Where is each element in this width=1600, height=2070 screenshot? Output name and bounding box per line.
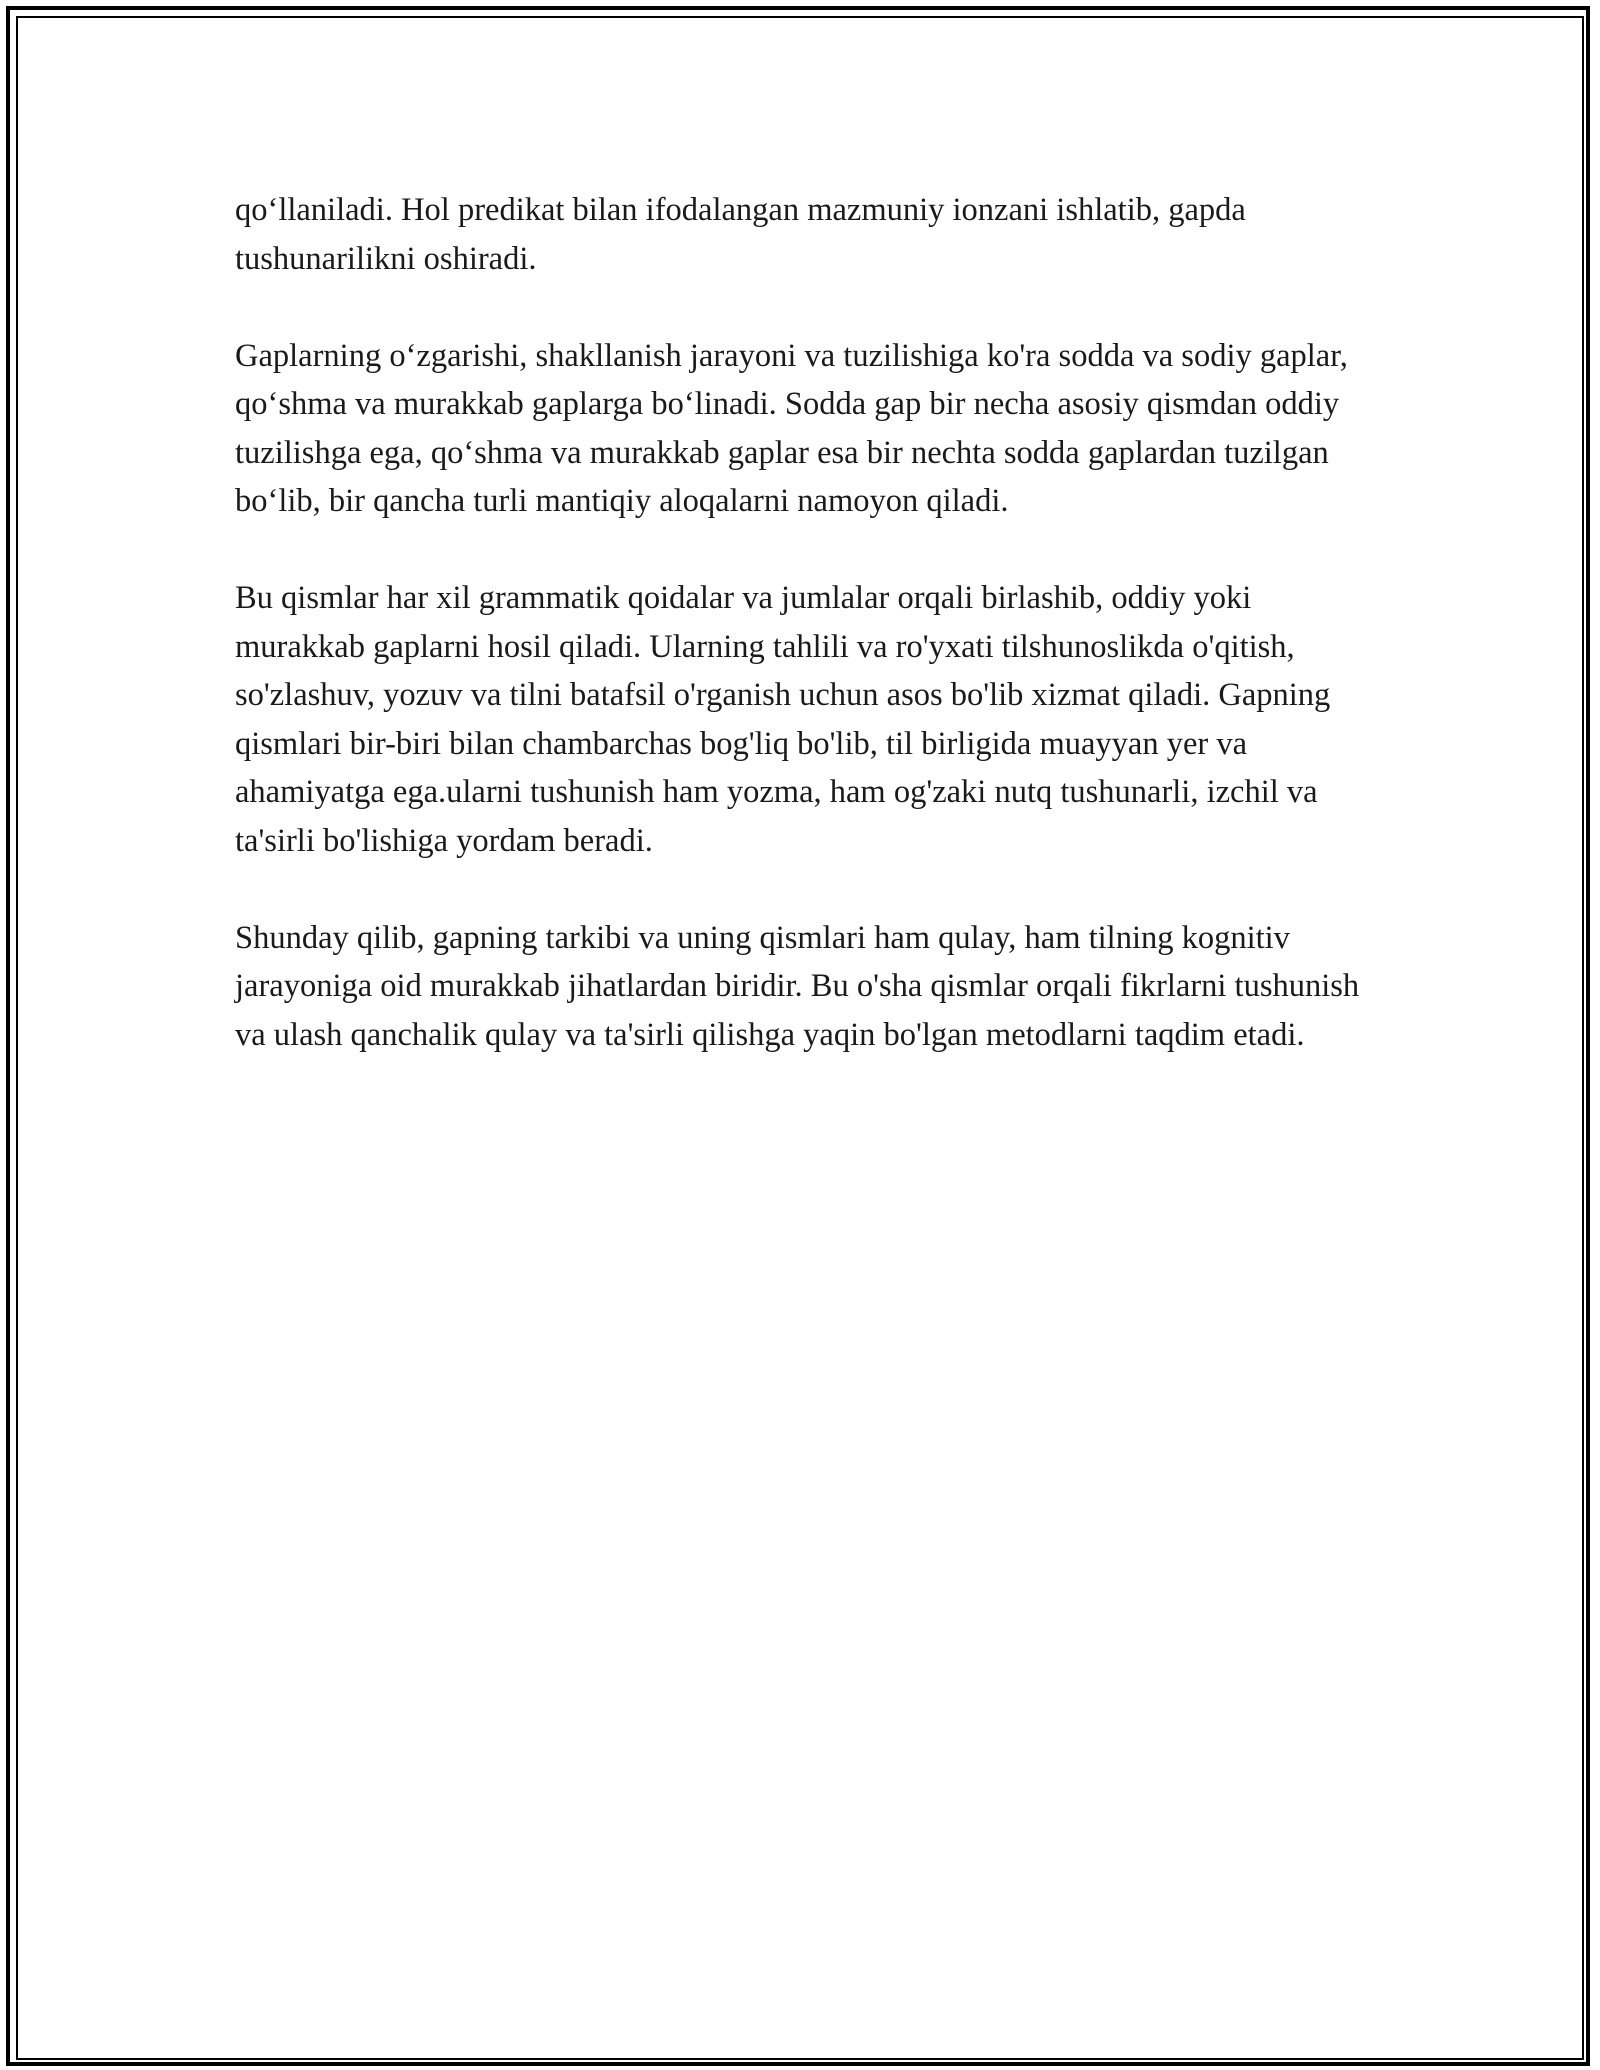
document-body — [235, 186, 1365, 1108]
paragraph-4: Shunday qilib, gapning tarkibi va uning qismlari ham qulay, ham tilning kognitiv jarayoniga oid murakkab jihatlardan biridir. Bu o'sha qismlar orqali fikrlarni tushunish va ulash qanchalik qulay va ta'sirli qilishga yaqin bo'lgan metodlarni taqdim etadi. — [235, 919, 1360, 1053]
paragraph-3: Bu qismlar har xil grammatik qoidalar va jumlalar orqali birlashib, oddiy yoki murakkab gaplarni hosil qiladi. Ularning tahlili va ro'yxati tilshunoslikda o'qitish, so'zlashuv, yozuv va tilni batafsil o'rganish uchun asos bo'lib xizmat qiladi. Gapning qismlari bir-biri bilan chambarchas bog'liq bo'lib, til birligida muayyan yer va ahamiyatga ega.ularni tushunish ham yozma, ham og'zaki nutq tushunarli, izchil va ta'sirli bo'lishiga yordam beradi. — [235, 580, 1331, 859]
paragraph-2: Gaplarning o‘zgarishi, shakllanish jarayoni va tuzilishiga ko'ra sodda va sodiy gaplar, qo‘shma va murakkab gaplarga bo‘linadi. Sodda gap bir necha asosiy qismdan oddiy tuzilishga ega, qo‘shma va murakkab gaplar esa bir nechta sodda gaplardan tuzilgan bo‘lib, bir qancha turli mantiqiy aloqalarni namoyon qiladi. — [235, 337, 1348, 519]
paragraph-1: qo‘llaniladi. Hol predikat bilan ifodalangan mazmuniy ionzani ishlatib, gapda tushunarilikni oshiradi. — [235, 192, 1246, 277]
